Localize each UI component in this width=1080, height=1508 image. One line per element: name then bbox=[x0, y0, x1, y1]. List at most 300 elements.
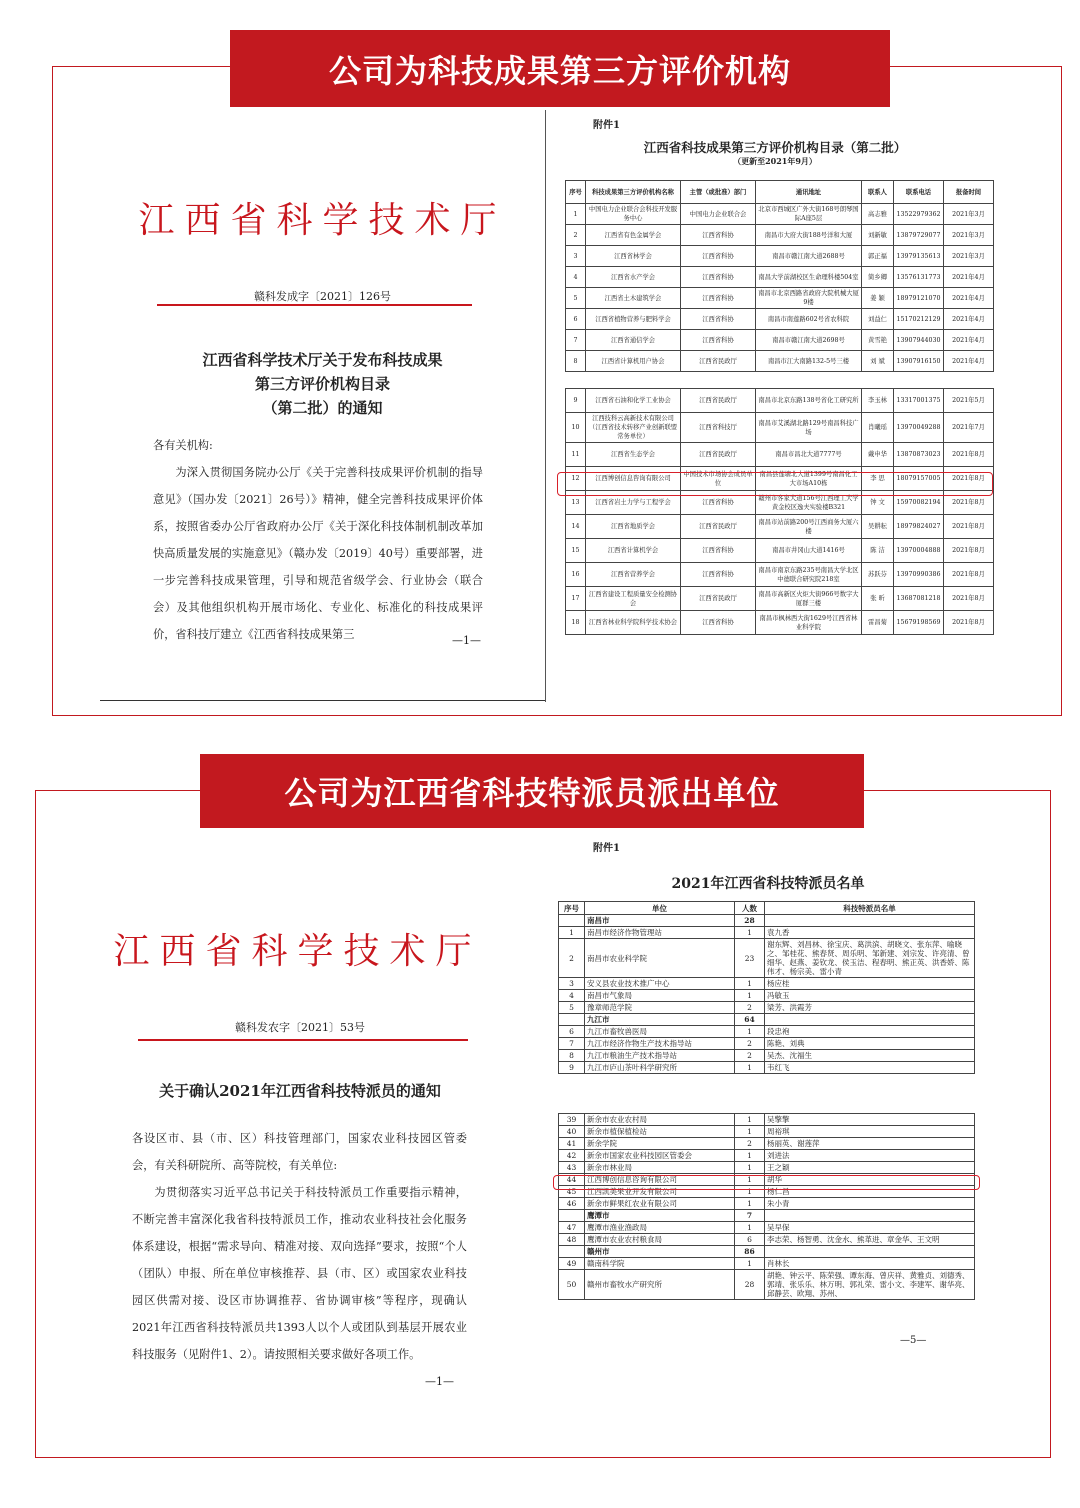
table-cell: 李 思 bbox=[862, 467, 894, 491]
table-cell: 18079157005 bbox=[894, 467, 944, 491]
table-cell: 新余市鲜果红农业有限公司 bbox=[585, 1198, 735, 1210]
table-cell: 41 bbox=[559, 1138, 585, 1150]
table-cell: 13970004888 bbox=[894, 539, 944, 563]
table-row bbox=[559, 978, 975, 990]
table-cell: 2021年8月 bbox=[944, 587, 994, 611]
table-row bbox=[559, 1138, 975, 1150]
annex-title: 2021年江西省科技特派员名单 bbox=[671, 876, 865, 892]
section1-letter-page bbox=[100, 110, 545, 702]
notice-title: 关于确认2021年江西省科技特派员的通知 bbox=[159, 1082, 441, 1100]
table-cell: 南昌市赣江南大道2698号 bbox=[756, 330, 862, 351]
table-cell: 3 bbox=[566, 246, 586, 267]
table-cell: 胡华 bbox=[765, 1174, 975, 1186]
table-row bbox=[566, 267, 994, 288]
table-cell: 简乡卿 bbox=[862, 267, 894, 288]
table-cell: 新余市国家农业科技园区管委会 bbox=[585, 1150, 735, 1162]
table-cell: 46 bbox=[559, 1198, 585, 1210]
table-cell: 郭正福 bbox=[862, 246, 894, 267]
table-row bbox=[559, 1150, 975, 1162]
table-cell: 11 bbox=[566, 443, 586, 467]
rows-b bbox=[559, 1114, 975, 1300]
table-cell: 九江市 bbox=[585, 1014, 735, 1026]
table-cell: 吴耕耘 bbox=[862, 515, 894, 539]
table-cell: 2021年8月 bbox=[944, 467, 994, 491]
table-cell: 2021年4月 bbox=[944, 267, 994, 288]
table-cell: 杨应桂 bbox=[765, 978, 975, 990]
table-cell: 南昌市 bbox=[585, 915, 735, 927]
table-cell: 13879729077 bbox=[894, 225, 944, 246]
table-cell: 28 bbox=[735, 1270, 765, 1300]
table-cell: 1 bbox=[559, 927, 585, 939]
table-row bbox=[559, 1114, 975, 1126]
table-cell: 段忠袍 bbox=[765, 1026, 975, 1038]
table-cell: 1 bbox=[735, 1174, 765, 1186]
annex-title: 江西省科技成果第三方评价机构目录（第二批） bbox=[643, 140, 907, 155]
table-cell: 43 bbox=[559, 1162, 585, 1174]
table-cell: 1 bbox=[735, 990, 765, 1002]
table-cell: 九江市粮油生产技术指导站 bbox=[585, 1050, 735, 1062]
table-cell: 戴申华 bbox=[862, 443, 894, 467]
table-header-row bbox=[559, 902, 975, 915]
table-cell: 2021年3月 bbox=[944, 246, 994, 267]
table-row bbox=[559, 1126, 975, 1138]
table-cell: 杨丽英、谢莲萍 bbox=[765, 1138, 975, 1150]
table-cell: 2 bbox=[735, 1038, 765, 1050]
table-cell: 6 bbox=[566, 309, 586, 330]
table-cell: 18979824027 bbox=[894, 515, 944, 539]
table-cell: 1 bbox=[735, 1026, 765, 1038]
table-cell: 肖林长 bbox=[765, 1258, 975, 1270]
table-row bbox=[566, 330, 994, 351]
table-row bbox=[566, 443, 994, 467]
col-header: 序号 bbox=[559, 902, 585, 915]
table-cell: 江西凯美果业开发有限公司 bbox=[585, 1186, 735, 1198]
table-cell: 江西省民政厅 bbox=[681, 443, 756, 467]
table-cell: 朱小青 bbox=[765, 1198, 975, 1210]
section2-letter-page bbox=[100, 835, 545, 1425]
page-number: —1— bbox=[452, 634, 481, 647]
table-cell: 江西省科技厅 bbox=[681, 413, 756, 443]
table-cell: 江西省有色金属学会 bbox=[586, 225, 681, 246]
table-cell bbox=[559, 915, 585, 927]
table-cell: 14 bbox=[566, 515, 586, 539]
table-row bbox=[566, 515, 994, 539]
table-cell: 南昌市昌北大道7777号 bbox=[756, 443, 862, 467]
table-row bbox=[559, 915, 975, 927]
table-cell: 刘 斌 bbox=[862, 351, 894, 372]
table-cell: 刘益仁 bbox=[862, 309, 894, 330]
letter-title: 江西省科学技术厅 bbox=[138, 200, 507, 241]
table-cell: 江西省科协 bbox=[681, 491, 756, 515]
table-cell: 9 bbox=[566, 389, 586, 413]
table-cell: 南昌市井冈山大道1416号 bbox=[756, 539, 862, 563]
table-cell: 高志雅 bbox=[862, 204, 894, 225]
table-cell: 1 bbox=[735, 1258, 765, 1270]
table-row bbox=[559, 1258, 975, 1270]
table-cell: 江西省科协 bbox=[681, 309, 756, 330]
highlight-row-12 bbox=[557, 472, 993, 496]
table-cell: 江西省计算机用户协会 bbox=[586, 351, 681, 372]
table-cell: 吴早保 bbox=[765, 1222, 975, 1234]
col-header: 主管（或批准）部门 bbox=[681, 181, 756, 204]
table-cell: 2021年3月 bbox=[944, 204, 994, 225]
table-cell: 13979135613 bbox=[894, 246, 944, 267]
table-cell: 江西省石油和化学工业协会 bbox=[586, 389, 681, 413]
table-cell: 18979121070 bbox=[894, 288, 944, 309]
table-cell: 北京市西城区广外大街168号朗琴国际A座5层 bbox=[756, 204, 862, 225]
table-cell: 江西省科协 bbox=[681, 563, 756, 587]
table-cell: 2021年4月 bbox=[944, 330, 994, 351]
table-cell bbox=[765, 1210, 975, 1222]
table-cell: 1 bbox=[735, 1114, 765, 1126]
table-cell: 赣州市客家大道156号江西理工大学黄金校区逸夫实验楼B321 bbox=[756, 491, 862, 515]
table-cell: 江西省计算机学会 bbox=[586, 539, 681, 563]
table-cell: 2021年8月 bbox=[944, 515, 994, 539]
table-cell: 韦红飞 bbox=[765, 1062, 975, 1074]
annex-label: 附件1 bbox=[593, 843, 620, 854]
table-row bbox=[566, 288, 994, 309]
table-cell: 39 bbox=[559, 1114, 585, 1126]
table-cell: 李玉林 bbox=[862, 389, 894, 413]
table-row bbox=[566, 204, 994, 225]
table-row bbox=[559, 1026, 975, 1038]
table-cell: 6 bbox=[559, 1026, 585, 1038]
highlight-row-44 bbox=[553, 1175, 980, 1190]
table-row bbox=[559, 1270, 975, 1300]
table-cell: 23 bbox=[735, 939, 765, 978]
table-row bbox=[559, 939, 975, 978]
red-divider bbox=[138, 1039, 468, 1041]
notice-title-line-2: 第三方评价机构目录 bbox=[254, 375, 390, 393]
table-cell: 8 bbox=[566, 351, 586, 372]
table-cell: 13576131773 bbox=[894, 267, 944, 288]
table-cell: 江西省科协 bbox=[681, 611, 756, 635]
table-cell: 13970049288 bbox=[894, 413, 944, 443]
table-cell: 2 bbox=[559, 939, 585, 978]
table-cell: 13907916150 bbox=[894, 351, 944, 372]
table-cell: 2021年5月 bbox=[944, 389, 994, 413]
table-row bbox=[559, 1002, 975, 1014]
doc-number: 赣科发农字〔2021〕53号 bbox=[235, 1021, 365, 1034]
section2-banner: 公司为江西省科技特派员派出单位 bbox=[200, 754, 864, 828]
table-row bbox=[559, 927, 975, 939]
table-cell: 15970082194 bbox=[894, 491, 944, 515]
annex-subtitle: （更新至2021年9月） bbox=[733, 156, 817, 166]
table-cell bbox=[765, 1014, 975, 1026]
table-cell: 肖曦瑶 bbox=[862, 413, 894, 443]
table-cell: 南昌市大府大街188号洋和大厦 bbox=[756, 225, 862, 246]
table-cell: 江西技科云高新技术有限公司（江西省技术转移产业创新联盟常务单位） bbox=[586, 413, 681, 443]
table-row bbox=[559, 990, 975, 1002]
table-cell bbox=[765, 915, 975, 927]
table-cell: 南昌市枫林西大街1629号江西省林业科学院 bbox=[756, 611, 862, 635]
namelist-table-part1 bbox=[558, 901, 975, 1074]
table-cell: 江西省通信学会 bbox=[586, 330, 681, 351]
table-row bbox=[559, 1246, 975, 1258]
table-cell: 45 bbox=[559, 1186, 585, 1198]
table-cell: 17 bbox=[566, 587, 586, 611]
table-cell: 1 bbox=[735, 1062, 765, 1074]
table-cell: 吴擎擎 bbox=[765, 1114, 975, 1126]
table-cell: 1 bbox=[735, 1126, 765, 1138]
table-cell: 姜 颖 bbox=[862, 288, 894, 309]
table-cell: 2021年4月 bbox=[944, 351, 994, 372]
table-cell: 安义县农业技术推广中心 bbox=[585, 978, 735, 990]
annex-label: 附件1 bbox=[593, 120, 620, 131]
table-cell: 中国电力企业联合会 bbox=[681, 204, 756, 225]
table-cell: 1 bbox=[735, 927, 765, 939]
table-cell: 1 bbox=[735, 1186, 765, 1198]
table-cell: 南昌市赣江南大道2688号 bbox=[756, 246, 862, 267]
table-cell: 九江市庐山茶叶科学研究所 bbox=[585, 1062, 735, 1074]
annex-table-part1 bbox=[565, 180, 994, 372]
table-cell: 40 bbox=[559, 1126, 585, 1138]
table-cell: 1 bbox=[735, 1198, 765, 1210]
col-header: 通讯地址 bbox=[756, 181, 862, 204]
table-cell: 13317001375 bbox=[894, 389, 944, 413]
table-cell: 江西省民政厅 bbox=[681, 389, 756, 413]
table-cell: 42 bbox=[559, 1150, 585, 1162]
table-cell: 2021年4月 bbox=[944, 288, 994, 309]
table-cell: 江西省科协 bbox=[681, 225, 756, 246]
table-cell: 王之颖 bbox=[765, 1162, 975, 1174]
red-divider bbox=[157, 304, 472, 306]
notice-title-line-1: 江西省科学技术厅关于发布科技成果 bbox=[202, 351, 443, 369]
table-cell: 7 bbox=[735, 1210, 765, 1222]
body-paragraph: 为贯彻落实习近平总书记关于科技特派员工作重要指示精神，不断完善丰富深化我省科技特派员工作，推动农业科技社会化服务体系建设，根据“需求导向、精准对接、双向选择”要求，按照“个人（团队）申报、所在单位审核推荐、县（市、区）或国家农业科技园区供需对接、设区市协调推荐、省协调审核”等程序，现确认2021年江西省科技特派员共1393人以个人或团队到基层开展农业科技服务（见附件1、2）。请按照相关要求做好各项工作。 bbox=[132, 1186, 467, 1361]
table-cell: 江西省土木建筑学会 bbox=[586, 288, 681, 309]
table-cell: 2 bbox=[566, 225, 586, 246]
table-cell: 江西省生态学会 bbox=[586, 443, 681, 467]
table-cell: 49 bbox=[559, 1258, 585, 1270]
table-cell: 钟 文 bbox=[862, 491, 894, 515]
table-cell: 5 bbox=[559, 1002, 585, 1014]
table-cell: 2021年8月 bbox=[944, 491, 994, 515]
col-header: 序号 bbox=[566, 181, 586, 204]
table-cell: 4 bbox=[566, 267, 586, 288]
table-cell: 胡艳、钟云平、陈荣强、谭东海、曾庆祥、黄雅贞、刘德秀、郭靖、张乐乐、林万明、郭礼荣、雷小文、李建军、谢华亮、邱静芸、欧翔、苏州、 bbox=[765, 1270, 975, 1300]
col-header: 科技特派员名单 bbox=[765, 902, 975, 915]
table-cell: 中国电力企业联合会科技开发服务中心 bbox=[586, 204, 681, 225]
col-header: 科技成果第三方评价机构名称 bbox=[586, 181, 681, 204]
table-cell: 13 bbox=[566, 491, 586, 515]
table-cell: 江西博创信息咨询有限公司 bbox=[585, 1174, 735, 1186]
table-cell: 江西省林学会 bbox=[586, 246, 681, 267]
table-cell bbox=[559, 1246, 585, 1258]
col-header: 联系人 bbox=[862, 181, 894, 204]
table-cell: 南昌市站前路200号江西商务大厦六楼 bbox=[756, 515, 862, 539]
table-cell: 江西省民政厅 bbox=[681, 587, 756, 611]
table-cell: 刘新敏 bbox=[862, 225, 894, 246]
page-number: —1— bbox=[425, 1375, 454, 1388]
table-cell: 南昌市江大南路132-5号三楼 bbox=[756, 351, 862, 372]
table-cell: 28 bbox=[735, 915, 765, 927]
table-cell: 南昌市高新区火炬大街966号数字大厦群三楼 bbox=[756, 587, 862, 611]
table-row bbox=[566, 225, 994, 246]
table-cell: 江西省科协 bbox=[681, 246, 756, 267]
table-cell: 7 bbox=[559, 1038, 585, 1050]
table-cell: 江西省地质学会 bbox=[586, 515, 681, 539]
table-cell: 南昌市北京西路省政府大院机械大厦9楼 bbox=[756, 288, 862, 309]
table-cell: 鹰潭市 bbox=[585, 1210, 735, 1222]
table-cell: 1 bbox=[566, 204, 586, 225]
table-cell: 10 bbox=[566, 413, 586, 443]
table-cell: 3 bbox=[559, 978, 585, 990]
table-cell: 南昌市气象局 bbox=[585, 990, 735, 1002]
table-cell: 2 bbox=[735, 1002, 765, 1014]
table-row bbox=[566, 246, 994, 267]
table-cell: 86 bbox=[735, 1246, 765, 1258]
table-cell bbox=[765, 1246, 975, 1258]
table-cell: 江西省林业科学院科学技术协会 bbox=[586, 611, 681, 635]
annex-table-part2 bbox=[565, 388, 994, 635]
table-cell: 江西省岩土力学与工程学会 bbox=[586, 491, 681, 515]
table-cell: 赣南科学院 bbox=[585, 1258, 735, 1270]
table-cell: 2021年3月 bbox=[944, 225, 994, 246]
table-cell: 12 bbox=[566, 467, 586, 491]
table-cell: 陈 洁 bbox=[862, 539, 894, 563]
salutation: 各设区市、县（市、区）科技管理部门，国家农业科技园区管委会，有关科研院所、高等院校，有关单位: bbox=[132, 1132, 467, 1172]
table-cell: 张 昕 bbox=[862, 587, 894, 611]
table-cell: 9 bbox=[559, 1062, 585, 1074]
table-cell: 陈艳、刘典 bbox=[765, 1038, 975, 1050]
section1-annex-page bbox=[555, 110, 995, 655]
table-row bbox=[566, 351, 994, 372]
table-cell: 16 bbox=[566, 563, 586, 587]
page-number: —5— bbox=[900, 1335, 927, 1346]
table-cell: 吴杰、沈福生 bbox=[765, 1050, 975, 1062]
table-cell: 南昌市南莲路602号省农科院 bbox=[756, 309, 862, 330]
table-cell: 南昌市农业科学院 bbox=[585, 939, 735, 978]
table-cell: 周裕琪 bbox=[765, 1126, 975, 1138]
table-cell: 南昌县莲塘北大道1399号南昌化工大市场A10栋 bbox=[756, 467, 862, 491]
table-cell: 13870873023 bbox=[894, 443, 944, 467]
table-cell: 鹰潭市渔业渔政局 bbox=[585, 1222, 735, 1234]
table-cell: 2 bbox=[735, 1050, 765, 1062]
table-row bbox=[559, 1014, 975, 1026]
table-cell: 44 bbox=[559, 1174, 585, 1186]
table-cell bbox=[559, 1210, 585, 1222]
table-row bbox=[559, 1234, 975, 1246]
col-header: 单位 bbox=[585, 902, 735, 915]
rows-a bbox=[559, 915, 975, 1074]
table-cell: 13907944030 bbox=[894, 330, 944, 351]
table-cell: 2021年8月 bbox=[944, 611, 994, 635]
table-cell: 南昌市艾溪湖北路129号南昌科技广场 bbox=[756, 413, 862, 443]
letter-title: 江西省科学技术厅 bbox=[113, 931, 482, 972]
table-row bbox=[559, 1198, 975, 1210]
table-cell: 江西省科协 bbox=[681, 288, 756, 309]
table-row bbox=[566, 309, 994, 330]
table-cell: 江西省民政厅 bbox=[681, 351, 756, 372]
table-row bbox=[566, 389, 994, 413]
table-cell: 15679198569 bbox=[894, 611, 944, 635]
table-cell: 江西省科协 bbox=[681, 330, 756, 351]
page-bottom-line bbox=[100, 700, 545, 701]
letter-body bbox=[132, 1125, 467, 1361]
table-cell: 18 bbox=[566, 611, 586, 635]
rows-a bbox=[566, 204, 994, 372]
table-cell: 黄雪艳 bbox=[862, 330, 894, 351]
table-cell: 新余市林业局 bbox=[585, 1162, 735, 1174]
table-cell bbox=[559, 1014, 585, 1026]
table-cell: 2021年8月 bbox=[944, 539, 994, 563]
table-cell: 1 bbox=[735, 978, 765, 990]
table-cell: 13687081218 bbox=[894, 587, 944, 611]
doc-number: 赣科发成字〔2021〕126号 bbox=[254, 290, 391, 303]
table-cell: 6 bbox=[735, 1234, 765, 1246]
section2-annex-page bbox=[548, 835, 988, 1345]
table-cell: 刘进法 bbox=[765, 1150, 975, 1162]
col-header: 报备时间 bbox=[944, 181, 994, 204]
table-cell: 杨仁昌 bbox=[765, 1186, 975, 1198]
table-cell: 15170212129 bbox=[894, 309, 944, 330]
notice-title bbox=[100, 348, 545, 420]
table-cell: 江西省水产学会 bbox=[586, 267, 681, 288]
table-cell: 13522979362 bbox=[894, 204, 944, 225]
table-row bbox=[559, 1162, 975, 1174]
table-cell: 1 bbox=[735, 1150, 765, 1162]
col-header: 人数 bbox=[735, 902, 765, 915]
table-cell: 2021年8月 bbox=[944, 443, 994, 467]
table-cell: 雷昌菊 bbox=[862, 611, 894, 635]
table-cell: 1 bbox=[735, 1222, 765, 1234]
table-cell: 李志荣、杨智勇、沈金水、熊革进、章金华、王文明 bbox=[765, 1234, 975, 1246]
salutation: 各有关机构: bbox=[153, 439, 213, 452]
table-cell: 南昌市经济作物管理站 bbox=[585, 927, 735, 939]
table-cell: 2021年8月 bbox=[944, 563, 994, 587]
table-cell: 江西省科协 bbox=[681, 539, 756, 563]
table-cell: 南昌市北京东路138号省化工研究所 bbox=[756, 389, 862, 413]
table-cell: 新余市植保植检站 bbox=[585, 1126, 735, 1138]
table-cell: 赣州市 bbox=[585, 1246, 735, 1258]
table-row bbox=[559, 1210, 975, 1222]
table-cell: 九江市畜牧兽医局 bbox=[585, 1026, 735, 1038]
table-cell: 冯敏玉 bbox=[765, 990, 975, 1002]
table-row bbox=[559, 1038, 975, 1050]
table-cell: 1 bbox=[735, 1162, 765, 1174]
table-cell: 江西博创信息咨询有限公司 bbox=[586, 467, 681, 491]
table-cell: 新余学院 bbox=[585, 1138, 735, 1150]
table-cell: 江西省建设工程质量安全检测协会 bbox=[586, 587, 681, 611]
table-cell: 赣州市畜牧水产研究所 bbox=[585, 1270, 735, 1300]
table-row bbox=[566, 563, 994, 587]
table-cell: 南昌市南京东路235号南昌大学北区中德联合研究院218室 bbox=[756, 563, 862, 587]
table-row bbox=[566, 611, 994, 635]
table-cell: 谢东辉、刘昌林、徐宝庆、葛洪滨、胡晓文、张东萍、喻晓之、邹桂花、熊春贤、周乐明、邹新建、刘宗发、许亮清、曾细华、赵燕、姜钦龙、侯玉洁、程春明、熊正英、洪香娇、陈伟才、杨宗美、雷小青 bbox=[765, 939, 975, 978]
table-cell: 梁芳、洪霞芳 bbox=[765, 1002, 975, 1014]
col-header: 联系电话 bbox=[894, 181, 944, 204]
table-row bbox=[566, 539, 994, 563]
table-cell: 48 bbox=[559, 1234, 585, 1246]
table-cell: 5 bbox=[566, 288, 586, 309]
table-cell: 九江市经济作物生产技术指导站 bbox=[585, 1038, 735, 1050]
page-separator bbox=[545, 110, 546, 702]
table-row bbox=[559, 1222, 975, 1234]
table-row bbox=[566, 587, 994, 611]
section1-banner: 公司为科技成果第三方评价机构 bbox=[230, 30, 890, 107]
table-cell: 江西省植物营养与肥料学会 bbox=[586, 309, 681, 330]
rows-b bbox=[566, 389, 994, 635]
table-cell: 苏跃芬 bbox=[862, 563, 894, 587]
table-cell: 8 bbox=[559, 1050, 585, 1062]
table-cell: 64 bbox=[735, 1014, 765, 1026]
namelist-table-part2 bbox=[558, 1113, 975, 1300]
table-cell: 13970990386 bbox=[894, 563, 944, 587]
table-cell: 鹰潭市农业农村粮食局 bbox=[585, 1234, 735, 1246]
letter-body bbox=[153, 432, 483, 641]
notice-title-line-3: （第二批）的通知 bbox=[262, 399, 383, 417]
